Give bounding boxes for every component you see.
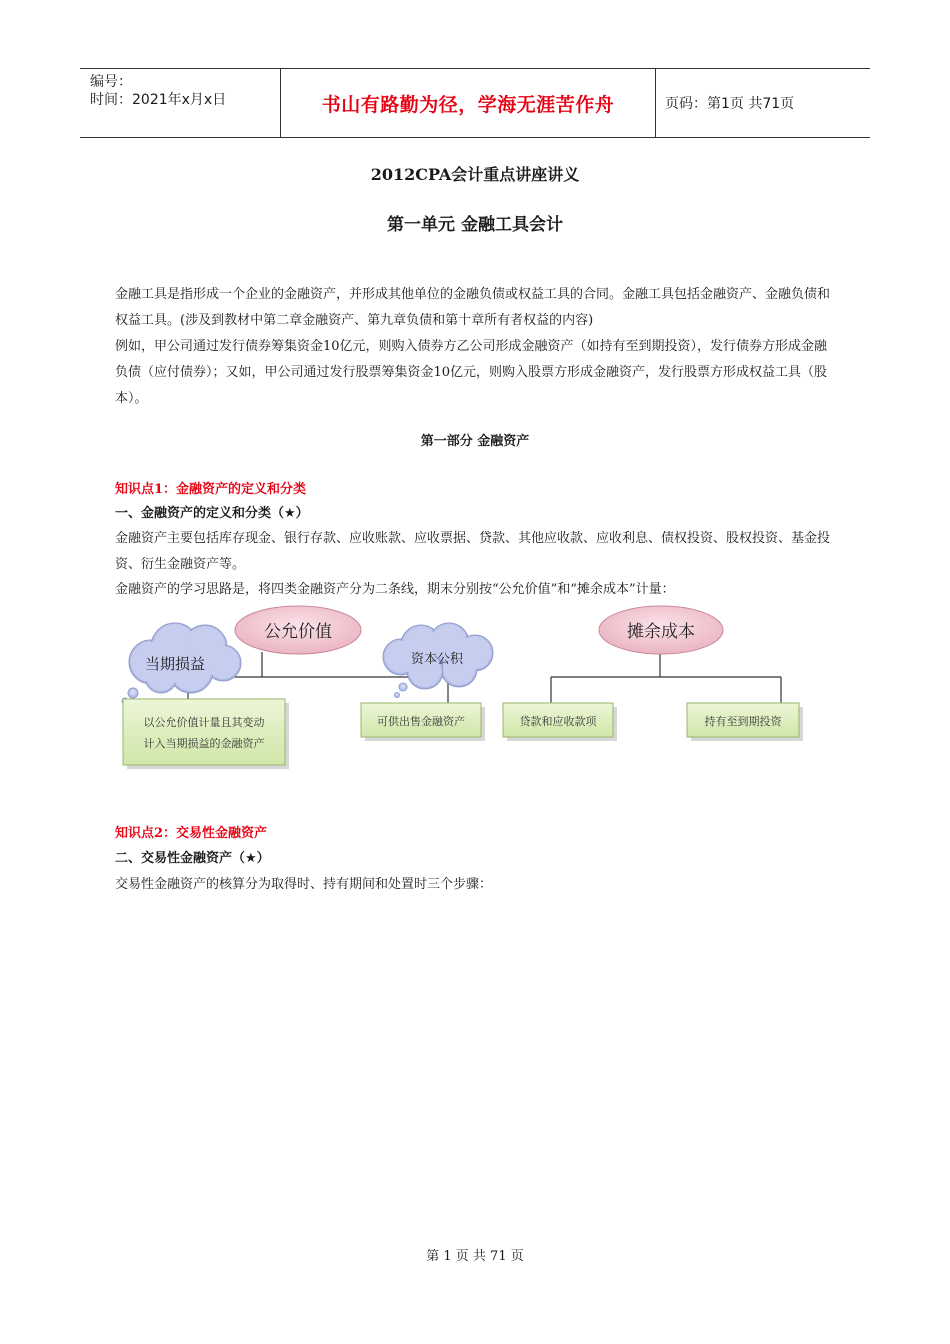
example-paragraph: 例如，甲公司通过发行债券筹集资金10亿元，则购入债券方乙公司形成金融资产（如持有至到期投资），发行债券方形成金融负债（应付债券）；又如，甲公司通过发行股票筹集资金10亿元，则购入股票方形成金融资产，发行股票方形成权益工具（股本）。 <box>115 339 828 406</box>
loans-text: 贷款和应收款项 <box>519 715 597 728</box>
trading-asset-text-line2: 计入当期损益的金融资产 <box>143 737 265 750</box>
header-page-info: 页码：第1页 共71页 <box>665 96 795 112</box>
trading-asset-text-line1: 以公允价值计量且其变动 <box>143 716 265 729</box>
fair-value-text: 公允价值 <box>264 622 332 642</box>
afs-text: 可供出售金融资产 <box>377 715 465 728</box>
knowledge-point-1-label: 知识点1：金融资产的定义和分类 <box>115 482 307 497</box>
kp1-text-2: 金融资产的学习思路是，将四类金融资产分为二条线，期末分别按“公允价值”和“摊余成本”计量： <box>115 582 675 597</box>
page-header <box>80 68 870 138</box>
header-meta-cell <box>80 69 280 137</box>
trading-asset-box <box>123 699 285 765</box>
htm-text: 持有至到期投资 <box>704 715 782 728</box>
kp1-text-1: 金融资产主要包括库存现金、银行存款、应收账款、应收票据、贷款、其他应收款、应收利息、债权投资、股权投资、基金投资、衍生金融资产等。 <box>115 531 831 572</box>
financial-asset-diagram <box>113 605 813 775</box>
kp2-text: 交易性金融资产的核算分为取得时、持有期间和处置时三个步骤： <box>115 877 493 892</box>
header-divider-2 <box>655 69 656 137</box>
serial-label: 编号： <box>90 74 132 90</box>
time-label: 时间：2021年x月x日 <box>90 92 227 108</box>
section-heading-1: 一、金融资产的定义和分类（★） <box>115 506 309 521</box>
unit-title: 第一单元 金融工具会计 <box>387 215 563 235</box>
header-motto: 书山有路勤为径，学海无涯苦作舟 <box>321 93 615 116</box>
document-title: 2012CPA会计重点讲座讲义 <box>370 165 580 184</box>
capital-reserve-text: 资本公积 <box>410 652 464 667</box>
part-title: 第一部分 金融资产 <box>420 434 530 449</box>
current-pl-text: 当期损益 <box>144 655 206 673</box>
knowledge-point-2-label: 知识点2：交易性金融资产 <box>115 826 268 841</box>
section-heading-2: 二、交易性金融资产（★） <box>115 851 270 866</box>
page-footer: 第 1 页 共 71 页 <box>426 1249 524 1264</box>
amortized-cost-text: 摊余成本 <box>627 622 695 642</box>
intro-paragraph: 金融工具是指形成一个企业的金融资产，并形成其他单位的金融负债或权益工具的合同。金融工具包括金融资产、金融负债和权益工具。(涉及到教材中第二章金融资产、第九章负债和第十章所有者权益的内容) <box>115 287 831 328</box>
